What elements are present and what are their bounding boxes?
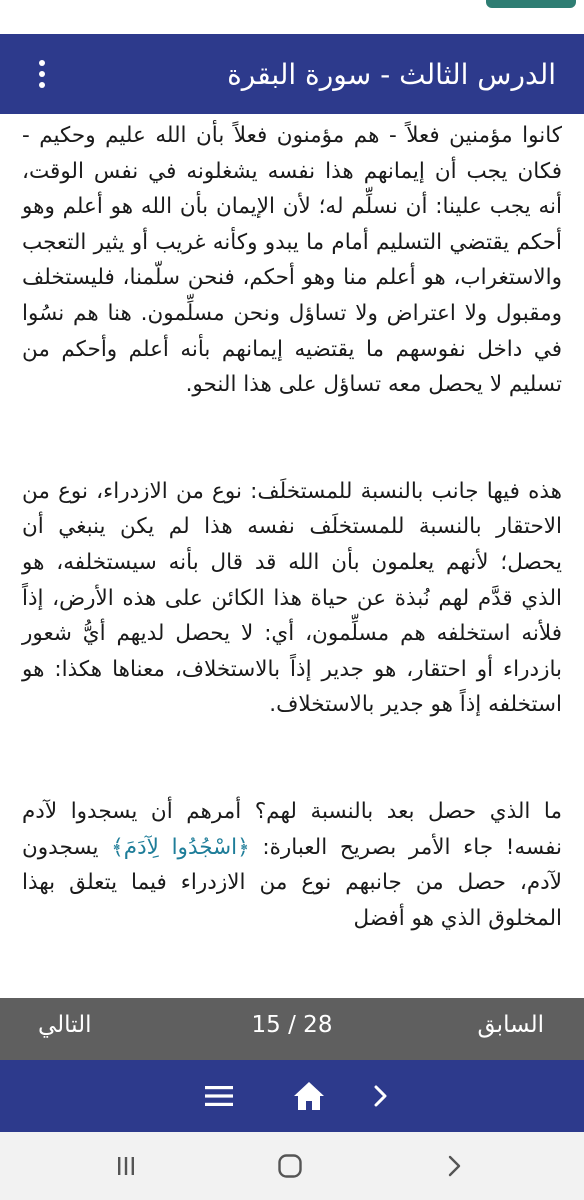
system-navigation-bar — [0, 1132, 584, 1200]
page-indicator: 15 / 28 — [251, 1012, 333, 1038]
status-bar — [0, 0, 584, 34]
lesson-content[interactable] — [0, 114, 584, 1028]
paragraph — [22, 794, 562, 936]
app-bar — [0, 34, 584, 114]
back-icon[interactable] — [434, 1148, 474, 1184]
menu-icon[interactable] — [197, 1074, 241, 1118]
paragraph-text: ما الذي حصل بعد بالنسبة لهم؟ أمرهم أن يسجدوا لآدم نفسه! جاء الأمر بصريح العبارة: — [22, 798, 562, 860]
home-icon[interactable] — [287, 1074, 331, 1118]
paragraph-text: يسجدون لآدم، حصل من جانبهم نوع من الازدراء فيما يتعلق بهذا المخلوق الذي هو أفضل — [22, 834, 562, 931]
paragraph: كانوا مؤمنين فعلاً - هم مؤمنون فعلاً بأن الله عليم وحكيم - فكان يجب أن إيمانهم هذا نفسه يشغلونه في نفس الوقت، أنه يجب علينا: أن نسلِّم له؛ لأن الإيمان بأن الله هو أعلم وهو أحكم يقتضي التسليم أمام ما يبدو وكأنه غريب أو يثير التعجب والاستغراب، هو أعلم منا وهو أحكم، فنحن سلّمنا، فليستخلف ومقبول ولا اعتراض ولا تساؤل ونحن مسلِّمون. هنا هم نسُوا في داخل نفوسهم ما يقتضيه إيمانهم بأنه أعلم وأحكم من تسليم لا يحصل معه تساؤل على هذا النحو. — [22, 123, 562, 398]
page-title: الدرس الثالث - سورة البقرة — [227, 57, 556, 91]
paragraph: هذه فيها جانب بالنسبة للمستخلَف: نوع من الازدراء، نوع من الاحتقار بالنسبة للمستخلَف نفسه هذا لم يكن ينبغي أن يحصل؛ لأنهم يعلمون بأن الله قد قال بأنه سيستخلفه، هو الذي قدَّم لهم نُبذة عن حياة هذا الكائن على هذه الأرض، إذاً فلأنه استخلفه هم مسلِّمون، أي: لا يحصل لديهم أيُّ شعور بازدراء أو احتقار، هو جدير إذاً بالاستخلاف، معناها هكذا: هو استخلفه إذاً هو جدير بالاستخلاف. — [22, 478, 562, 718]
quran-verse: ﴿اسْجُدُوا لِآدَمَ﴾ — [111, 834, 250, 860]
bottom-toolbar — [0, 1060, 584, 1132]
recents-icon[interactable] — [106, 1148, 146, 1184]
prev-button[interactable]: السابق — [477, 1012, 544, 1038]
chevron-right-icon[interactable] — [359, 1074, 403, 1118]
status-indicator — [486, 0, 576, 8]
home-circle-icon[interactable] — [270, 1148, 310, 1184]
next-button[interactable]: التالي — [38, 1012, 92, 1038]
page-navigator — [0, 998, 584, 1060]
more-vert-icon[interactable] — [22, 44, 62, 104]
